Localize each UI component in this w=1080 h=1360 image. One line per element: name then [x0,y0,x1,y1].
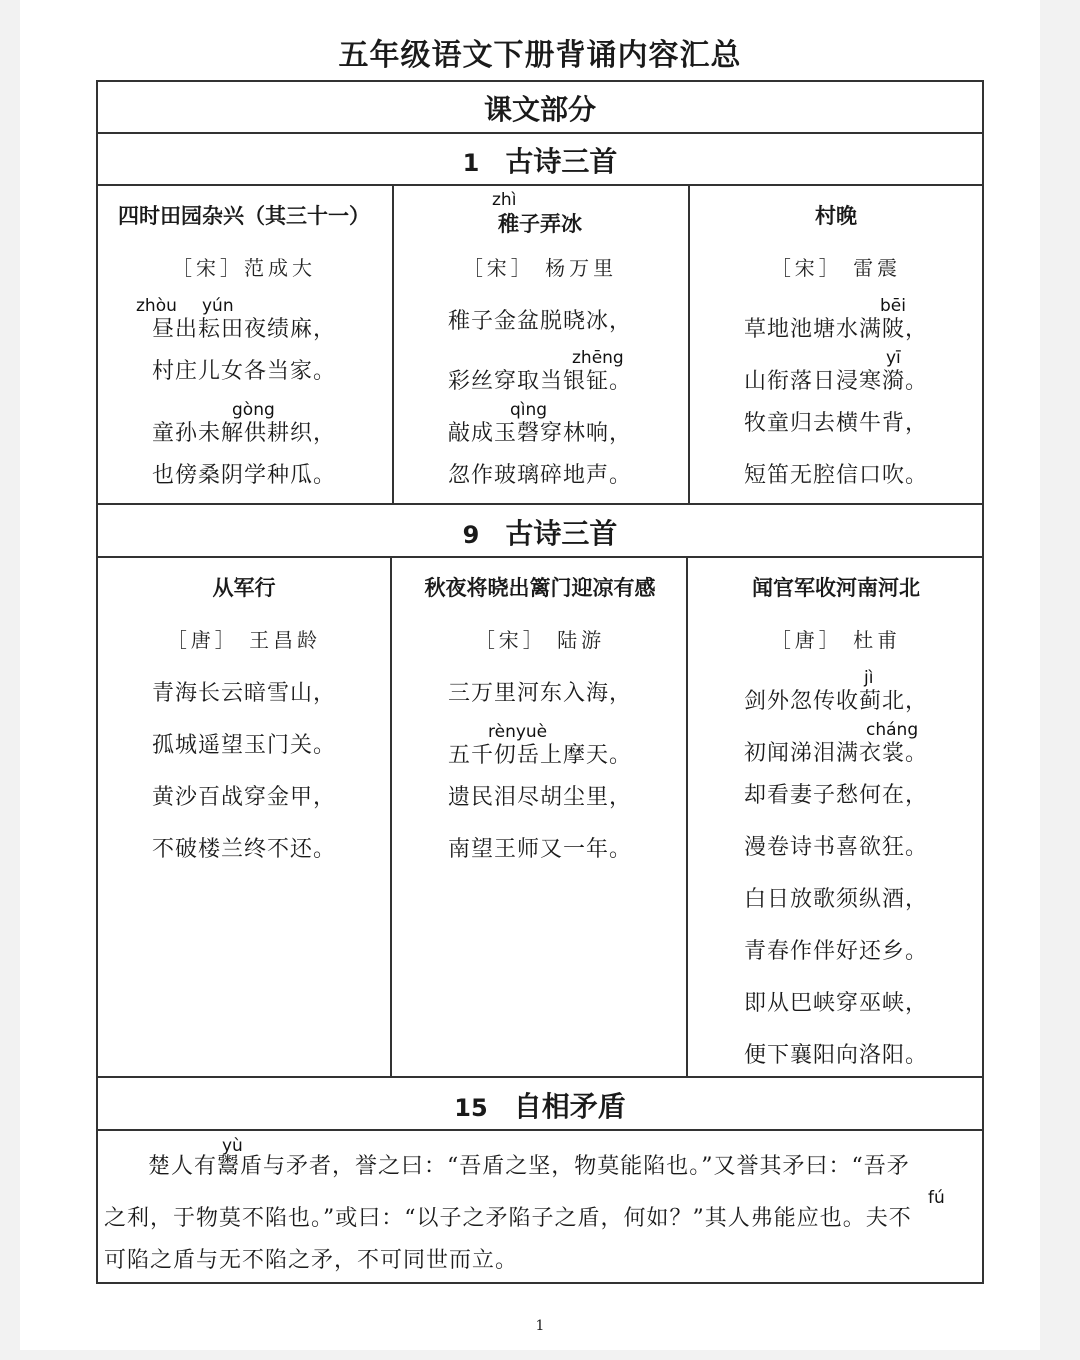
document-title: 五年级语文下册背诵内容汇总 [338,38,742,73]
poem-line: 也傍桑阴学种瓜。 [151,463,336,488]
pinyin-annotation: bēi [880,296,906,316]
poem-cell [688,184,984,504]
pinyin-annotation: yún [202,296,234,316]
poem-line: 剑外忽传收蓟北， [743,689,928,714]
pinyin-annotation: qìng [510,400,548,420]
pinyin-annotation: zhòu [136,296,177,316]
lesson-number: 15 [454,1094,488,1122]
poem-cell [392,556,688,1076]
poem-line: 孤城遥望玉门关。 [151,733,336,758]
poem-line: 白日放歌须纵酒， [743,887,928,912]
poem-cell [688,556,984,1076]
pinyin-annotation: zhēng [572,348,624,368]
pinyin-annotation: yù [222,1136,243,1156]
lesson-heading [96,1085,984,1125]
lesson-number: 9 [462,521,480,549]
poem-line: 五千仞岳上摩天。 [447,743,632,768]
poem-author: ［宋］ 雷震 [770,256,902,280]
poem-cell [96,184,392,504]
poem-line: 南望王师又一年。 [447,837,632,862]
poem-line: 昼出耘田夜绩麻， [151,317,336,342]
section-heading: 课文部分 [483,93,596,126]
poem-line: 短笛无腔信口吹。 [743,463,928,488]
poem-author: ［唐］ 王昌龄 [166,628,322,652]
poem-line: 即从巴峡穿巫峡， [743,991,928,1016]
lesson-number: 1 [462,149,480,177]
poem-line: 忽作玻璃碎地声。 [447,463,632,488]
poem-author: ［宋］ 杨万里 [462,256,618,280]
lesson-name: 古诗三首 [505,517,618,550]
poem-line: 稚子金盆脱晓冰， [447,309,632,334]
pinyin-annotation: cháng [866,720,919,740]
pinyin-annotation: fú [928,1188,945,1208]
poem-line: 村庄儿女各当家。 [151,359,336,384]
lesson-name: 自相矛盾 [513,1090,626,1123]
pinyin-annotation: rènyuè [488,722,548,742]
poem-line: 遗民泪尽胡尘里， [447,785,632,810]
poem-line: 牧童归去横牛背， [743,411,928,436]
lesson-name: 古诗三首 [505,145,618,178]
poem-line: 三万里河东入海， [447,681,632,706]
poem-line: 便下襄阳向洛阳。 [743,1043,928,1068]
prose-line: 之利，于物莫不陷也。”或曰：“以子之矛陷子之盾，何如？”其人弗能应也。夫不 [104,1206,912,1231]
poem-cell [96,556,392,1076]
poem-title: 从军行 [212,576,276,600]
poem-line: 草地池塘水满陂， [743,317,928,342]
pinyin-annotation: jì [864,668,874,688]
poem-line: 山衔落日浸寒漪。 [743,369,928,394]
poem-title: 四时田园杂兴（其三十一） [118,204,370,228]
table-rule [96,1076,984,1078]
poem-line: 青春作伴好还乡。 [743,939,928,964]
pinyin-annotation: yī [886,348,901,368]
poem-line: 敲成玉磬穿林响， [447,421,632,446]
page-number: 1 [535,1318,545,1334]
table-rule [96,132,984,134]
pinyin-annotation: gòng [232,400,275,420]
poem-author: ［宋］范成大 [172,256,316,280]
poem-line: 彩丝穿取当银钲。 [447,369,632,394]
poem-title: 秋夜将晓出篱门迎凉有感 [424,576,656,600]
pinyin-annotation: zhì [492,190,517,210]
prose-line: 楚人有鬻盾与矛者，誉之曰：“吾盾之坚，物莫能陷也。”又誉其矛曰：“吾矛 [148,1154,910,1179]
poem-author: ［唐］ 杜甫 [770,628,902,652]
poem-line: 童孙未解供耕织， [151,421,336,446]
poem-title: 村晚 [815,204,857,228]
lesson-heading [96,140,984,180]
poem-line: 初闻涕泪满衣裳。 [743,741,928,766]
poem-cell [392,184,688,504]
poem-line: 不破楼兰终不还。 [151,837,336,862]
poem-title: 稚子弄冰 [498,212,582,236]
poem-author: ［宋］ 陆游 [474,628,606,652]
poem-title: 闻官军收河南河北 [752,576,920,600]
prose-line: 可陷之盾与无不陷之矛，不可同世而立。 [104,1248,519,1273]
poem-line: 黄沙百战穿金甲， [151,785,336,810]
poem-line: 青海长云暗雪山， [151,681,336,706]
lesson-heading [96,512,984,552]
poem-line: 却看妻子愁何在， [743,783,928,808]
table-rule [96,1129,984,1131]
poem-line: 漫卷诗书喜欲狂。 [743,835,928,860]
